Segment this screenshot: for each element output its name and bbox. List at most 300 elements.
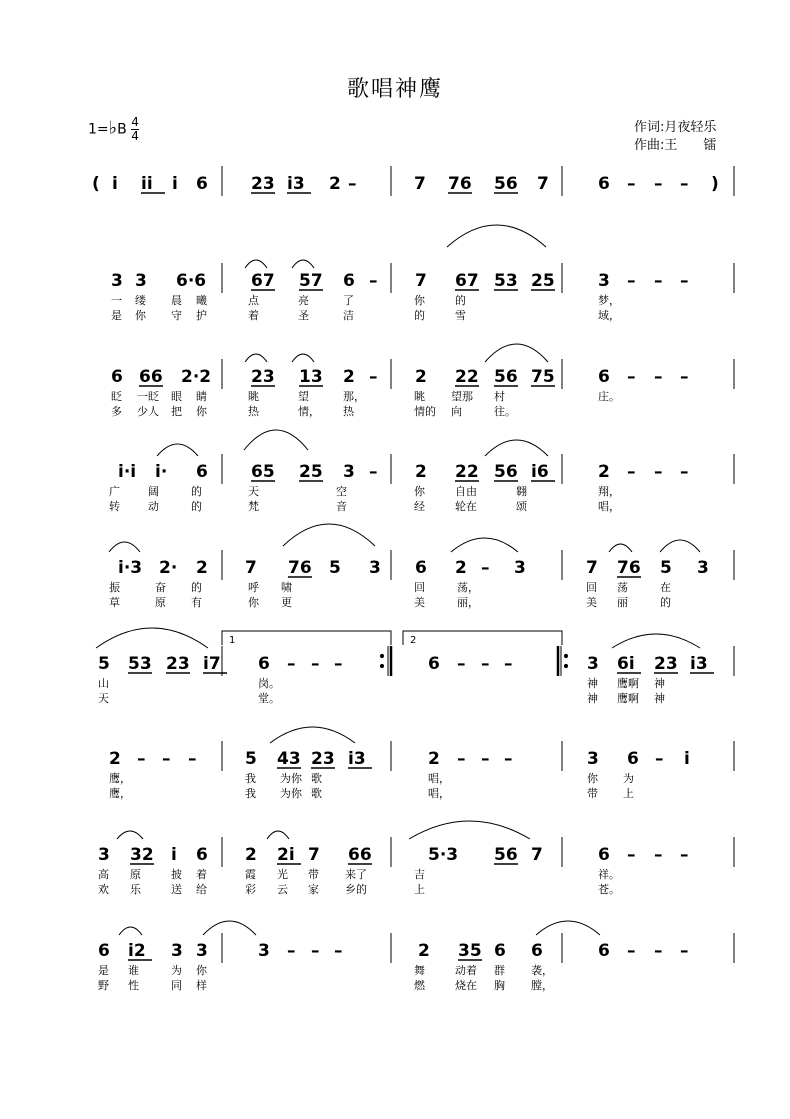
note: 6 xyxy=(196,462,208,482)
lyric-verse2: 欢 xyxy=(98,883,109,896)
lyric-verse2: 音 xyxy=(336,500,347,513)
lyric-verse2: 胸 xyxy=(494,979,505,992)
lyric-verse1: 你 xyxy=(414,294,425,307)
lyric-verse2: 鹰啊 xyxy=(617,692,639,705)
note: 5 xyxy=(98,654,110,674)
lyric-verse2: 为你 xyxy=(280,787,302,800)
lyric-verse1: 梦， xyxy=(598,294,620,307)
note: 3 xyxy=(258,941,270,961)
lyric-verse1: 荡 xyxy=(617,581,628,594)
lyric-verse2: 洁 xyxy=(343,309,354,322)
slur-arc xyxy=(485,440,548,456)
note: 6 xyxy=(196,845,208,865)
note: – xyxy=(334,941,343,961)
lyric-verse2: 有 xyxy=(191,596,202,609)
note: 3 xyxy=(343,462,355,482)
note: 5 xyxy=(245,749,257,769)
note: – xyxy=(311,941,320,961)
lyric-verse2: 野 xyxy=(98,979,109,992)
note: – xyxy=(457,749,466,769)
lyric-verse2: 热 xyxy=(248,405,259,418)
lyric-verse1: 眺 xyxy=(248,390,259,403)
lyric-verse2: 样 xyxy=(196,979,207,992)
lyric-verse1: 神 xyxy=(587,677,598,690)
slur-arc xyxy=(447,225,546,247)
slur-arc xyxy=(117,831,143,839)
lyric-verse2: 着 xyxy=(248,309,259,322)
note: – xyxy=(369,271,378,291)
lyric-verse1: 来了 xyxy=(345,868,367,881)
lyric-verse1: 你 xyxy=(587,772,598,785)
lyric-verse1: 振 xyxy=(109,581,120,594)
lyric-verse2: 燃 xyxy=(414,979,425,992)
lyric-verse2: 同 xyxy=(171,979,182,992)
note: i·i xyxy=(118,462,137,482)
note: 3 xyxy=(587,749,599,769)
lyric-verse2: 唱， xyxy=(598,500,620,513)
note: – xyxy=(481,654,490,674)
note: 7 xyxy=(245,558,257,578)
lyric-verse2: 雪 xyxy=(455,309,466,322)
lyric-verse1: 披 xyxy=(171,868,182,881)
slur-arc xyxy=(283,524,375,546)
slur-arc xyxy=(292,354,314,362)
lyric-verse2: 多 xyxy=(111,405,122,418)
note: 2· xyxy=(159,558,178,578)
note: 6 xyxy=(196,174,208,194)
lyric-verse1: 奋 xyxy=(155,581,166,594)
lyric-verse2: 把 xyxy=(171,405,182,418)
lyric-verse1: 村 xyxy=(494,390,505,403)
note: 3 xyxy=(196,941,208,961)
note: 22 xyxy=(455,462,479,482)
lyric-verse2: 乡的 xyxy=(345,883,367,896)
note: – xyxy=(481,749,490,769)
note: – xyxy=(311,654,320,674)
lyric-verse1: 是 xyxy=(98,964,109,977)
note: 2 xyxy=(109,749,121,769)
note: 23 xyxy=(654,654,678,674)
lyric-verse1: 曦 xyxy=(196,294,207,307)
slur-arc xyxy=(267,831,289,839)
note: – xyxy=(287,941,296,961)
note: – xyxy=(680,462,689,482)
note: – xyxy=(627,462,636,482)
lyric-verse1: 亮 xyxy=(298,294,309,307)
repeat-dot xyxy=(380,654,383,657)
note: 23 xyxy=(166,654,190,674)
lyric-verse1: 霞 xyxy=(245,868,256,881)
lyric-verse2: 的 xyxy=(414,309,425,322)
lyric-verse2: 歌 xyxy=(311,787,322,800)
note: – xyxy=(348,174,357,194)
note: i xyxy=(172,174,178,194)
note: 6 xyxy=(415,558,427,578)
lyric-verse2: 丽 xyxy=(617,596,628,609)
lyric-verse1: 空 xyxy=(336,485,347,498)
slur-arc xyxy=(245,354,267,362)
note: 43 xyxy=(277,749,301,769)
note: 75 xyxy=(531,367,555,387)
slur-arc xyxy=(244,430,308,450)
lyric-verse2: 性 xyxy=(128,979,139,992)
note: 7 xyxy=(414,174,426,194)
lyric-verse1: 原 xyxy=(130,868,141,881)
note: 7 xyxy=(308,845,320,865)
lyric-verse2: 往。 xyxy=(494,405,516,418)
lyric-verse2: 云 xyxy=(277,883,288,896)
lyric-verse1: 的 xyxy=(191,581,202,594)
note: – xyxy=(680,367,689,387)
lyric-verse2: 动 xyxy=(148,500,159,513)
note: i2 xyxy=(128,941,146,961)
note: – xyxy=(627,367,636,387)
lyric-verse1: 回 xyxy=(586,581,597,594)
lyric-verse1: 翱 xyxy=(516,485,527,498)
note: 6 xyxy=(598,845,610,865)
note: 2 xyxy=(418,941,430,961)
time-top: 4 xyxy=(131,115,139,129)
note: – xyxy=(680,271,689,291)
lyric-verse1: 袭， xyxy=(531,964,553,977)
lyric-verse1: 翔， xyxy=(598,485,620,498)
note: 3 xyxy=(697,558,709,578)
lyric-verse2: 膛， xyxy=(531,979,553,992)
lyric-verse1: 天 xyxy=(248,485,259,498)
lyric-verse2: 家 xyxy=(308,883,319,896)
slur-arc xyxy=(660,540,700,552)
note: 5 xyxy=(660,558,672,578)
repeat-dot xyxy=(380,664,383,667)
lyric-verse2: 少人 xyxy=(137,405,159,418)
note: – xyxy=(481,558,490,578)
slur-arc xyxy=(270,727,355,743)
note: 56 xyxy=(494,367,518,387)
lyric-verse2: 美 xyxy=(586,596,597,609)
lyric-verse2: 域， xyxy=(598,309,620,322)
lyric-verse2: 向 xyxy=(451,405,462,418)
note: i· xyxy=(155,462,168,482)
second-ending-number: 2 xyxy=(410,635,417,646)
lyric-verse2: 是 xyxy=(111,309,122,322)
lyric-verse2: 你 xyxy=(196,405,207,418)
lyric-verse2: 神 xyxy=(587,692,598,705)
note: 6·6 xyxy=(176,271,207,291)
note: 3 xyxy=(135,271,147,291)
lyric-verse1: 在 xyxy=(660,581,671,594)
note: 6 xyxy=(258,654,270,674)
note: i3 xyxy=(690,654,708,674)
lyric-verse2: 天 xyxy=(98,692,109,705)
note: i6 xyxy=(531,462,549,482)
note: 13 xyxy=(299,367,323,387)
note: 76 xyxy=(617,558,641,578)
note: 35 xyxy=(458,941,482,961)
lyric-verse2: 苍。 xyxy=(598,883,620,896)
note: 2 xyxy=(343,367,355,387)
lyric-verse2: 丽， xyxy=(457,596,479,609)
note: 66 xyxy=(139,367,163,387)
note: – xyxy=(369,367,378,387)
lyric-verse2: 上 xyxy=(414,883,425,896)
lyric-verse2: 乐 xyxy=(130,883,141,896)
note: 6 xyxy=(428,654,440,674)
lyric-verse2: 堂。 xyxy=(258,692,280,705)
note: – xyxy=(627,845,636,865)
note: 2i xyxy=(277,845,295,865)
slur-arc xyxy=(109,542,140,552)
lyric-verse1: 那， xyxy=(343,390,365,403)
lyric-verse1: 啸 xyxy=(281,581,292,594)
note: 32 xyxy=(130,845,154,865)
note: 2 xyxy=(428,749,440,769)
note: 23 xyxy=(251,367,275,387)
lyric-verse1: 你 xyxy=(196,964,207,977)
note: 6 xyxy=(98,941,110,961)
note: – xyxy=(654,367,663,387)
note: 6 xyxy=(598,174,610,194)
note: 3 xyxy=(111,271,123,291)
note: – xyxy=(680,845,689,865)
lyric-verse1: 动着 xyxy=(455,964,477,977)
note: 6 xyxy=(343,271,355,291)
lyric-verse1: 荡， xyxy=(457,581,479,594)
note: ii xyxy=(141,174,153,194)
note: 67 xyxy=(455,271,479,291)
lyric-verse1: 的 xyxy=(455,294,466,307)
note: i xyxy=(112,174,118,194)
note: 3 xyxy=(587,654,599,674)
note: – xyxy=(680,941,689,961)
note: – xyxy=(680,174,689,194)
lyric-verse1: 自由 xyxy=(455,485,477,498)
note: 3 xyxy=(98,845,110,865)
lyric-verse2: 我 xyxy=(245,787,256,800)
note: – xyxy=(654,845,663,865)
note: ( xyxy=(92,174,100,194)
note: – xyxy=(654,462,663,482)
note: – xyxy=(287,654,296,674)
lyric-verse2: 给 xyxy=(196,883,207,896)
note: i7 xyxy=(203,654,221,674)
lyric-verse1: 望 xyxy=(298,390,309,403)
lyric-verse2: 神 xyxy=(654,692,665,705)
lyric-verse2: 转 xyxy=(109,500,120,513)
lyric-verse2: 上 xyxy=(623,787,634,800)
lyric-verse2: 圣 xyxy=(298,309,309,322)
note: 2 xyxy=(415,462,427,482)
note: 6 xyxy=(111,367,123,387)
lyric-verse1: 着 xyxy=(196,868,207,881)
lyric-verse1: 为 xyxy=(171,964,182,977)
note: 65 xyxy=(251,462,275,482)
note: 2 xyxy=(329,174,341,194)
lyric-verse1: 高 xyxy=(98,868,109,881)
lyric-verse2: 守 xyxy=(171,309,182,322)
note: – xyxy=(162,749,171,769)
lyric-verse1: 山 xyxy=(98,677,109,690)
note: i3 xyxy=(348,749,366,769)
lyric-verse1: 神 xyxy=(654,677,665,690)
composer-credit: 作曲:王 镭 xyxy=(634,138,717,153)
slur-arc xyxy=(536,921,600,935)
note: i xyxy=(171,845,177,865)
song-title: 歌唱神鹰 xyxy=(346,77,443,102)
lyric-verse1: 鹰， xyxy=(109,772,131,785)
note: 3 xyxy=(369,558,381,578)
lyric-verse2: 的 xyxy=(191,500,202,513)
lyric-verse2: 你 xyxy=(135,309,146,322)
lyric-verse1: 阔 xyxy=(148,485,159,498)
lyric-verse1: 一眨 xyxy=(137,390,159,403)
note: 56 xyxy=(494,462,518,482)
note: 6i xyxy=(617,654,635,674)
lyric-verse1: 点 xyxy=(248,294,259,307)
note: – xyxy=(654,941,663,961)
note: i xyxy=(684,749,690,769)
lyric-verse1: 回 xyxy=(414,581,425,594)
note: 7 xyxy=(531,845,543,865)
lyric-verse1: 晨 xyxy=(171,294,182,307)
note: 2 xyxy=(196,558,208,578)
slur-arc xyxy=(119,927,142,935)
note: – xyxy=(654,271,663,291)
slur-arc xyxy=(609,544,632,552)
lyric-verse1: 谁 xyxy=(128,964,139,977)
lyric-verse2: 热 xyxy=(343,405,354,418)
lyric-verse2: 草 xyxy=(109,596,120,609)
lyric-verse1: 为你 xyxy=(280,772,302,785)
note: 76 xyxy=(288,558,312,578)
note: 6 xyxy=(598,941,610,961)
note: – xyxy=(457,654,466,674)
lyric-verse1: 了 xyxy=(343,294,354,307)
lyric-verse1: 睛 xyxy=(196,390,207,403)
lyric-verse1: 眨 xyxy=(111,390,122,403)
lyric-verse2: 你 xyxy=(248,596,259,609)
lyric-verse1: 你 xyxy=(414,485,425,498)
lyric-verse2: 颂 xyxy=(516,500,527,513)
lyric-verse2: 带 xyxy=(587,787,598,800)
repeat-dot xyxy=(564,654,567,657)
volta-brackets xyxy=(222,631,562,645)
note: 57 xyxy=(299,271,323,291)
note: 53 xyxy=(494,271,518,291)
lyric-verse1: 为 xyxy=(623,772,634,785)
note: 66 xyxy=(348,845,372,865)
note: 2 xyxy=(598,462,610,482)
lyric-verse2: 的 xyxy=(660,596,671,609)
note: 25 xyxy=(531,271,555,291)
slur-arc xyxy=(409,821,530,839)
lyric-verse1: 广 xyxy=(109,485,120,498)
lyric-verse1: 呼 xyxy=(248,581,259,594)
lyric-verse2: 烧在 xyxy=(455,979,477,992)
lyric-verse1: 一 xyxy=(111,294,122,307)
lyric-verse2: 护 xyxy=(196,309,207,322)
note: 67 xyxy=(251,271,275,291)
slur-arc xyxy=(157,444,198,456)
lyric-verse1: 缕 xyxy=(135,294,146,307)
note: 6 xyxy=(627,749,639,769)
note: – xyxy=(334,654,343,674)
flat-sign: ♭ xyxy=(108,117,118,139)
lyric-verse1: 庄。 xyxy=(598,390,620,403)
note: 5·3 xyxy=(428,845,459,865)
note: 22 xyxy=(455,367,479,387)
lyric-verse1: 群 xyxy=(494,964,505,977)
lyric-verse2: 情， xyxy=(298,405,320,418)
lyric-verse1: 带 xyxy=(308,868,319,881)
first-ending-number: 1 xyxy=(229,635,236,646)
note: i3 xyxy=(287,174,305,194)
slur-arc xyxy=(451,538,518,552)
slur-arc xyxy=(485,344,548,362)
note: – xyxy=(504,654,513,674)
lyric-verse1: 鹰啊 xyxy=(617,677,639,690)
note: 7 xyxy=(537,174,549,194)
note: – xyxy=(137,749,146,769)
note: 2 xyxy=(245,845,257,865)
lyric-verse2: 轮在 xyxy=(455,500,477,513)
slur-arc xyxy=(203,921,256,935)
lyric-verse1: 眼 xyxy=(171,390,182,403)
slur-arc xyxy=(245,260,267,268)
note: – xyxy=(655,749,664,769)
lyric-verse2: 经 xyxy=(414,500,425,513)
note: 2 xyxy=(415,367,427,387)
note: 7 xyxy=(415,271,427,291)
lyric-verse1: 眺 xyxy=(414,390,425,403)
lyric-verse1: 望那 xyxy=(451,390,473,403)
note: 3 xyxy=(598,271,610,291)
note: 25 xyxy=(299,462,323,482)
lyric-verse2: 原 xyxy=(155,596,166,609)
time-bottom: 4 xyxy=(131,129,139,143)
lyric-verse2: 鹰， xyxy=(109,787,131,800)
lyric-verse1: 唱， xyxy=(428,772,450,785)
note: 76 xyxy=(448,174,472,194)
lyric-verse1: 岗。 xyxy=(258,677,280,690)
lyric-verse2: 美 xyxy=(414,596,425,609)
key-tonic: B xyxy=(117,121,127,138)
note: – xyxy=(627,271,636,291)
note: ) xyxy=(711,174,719,194)
lyric-verse2: 唱， xyxy=(428,787,450,800)
note: 6 xyxy=(531,941,543,961)
lyric-verse1: 舞 xyxy=(414,964,425,977)
note: 6 xyxy=(598,367,610,387)
repeat-dot xyxy=(564,664,567,667)
note: 2·2 xyxy=(181,367,212,387)
note: – xyxy=(504,749,513,769)
note: – xyxy=(654,174,663,194)
lyric-verse2: 彩 xyxy=(245,883,256,896)
note: 53 xyxy=(128,654,152,674)
note: 23 xyxy=(311,749,335,769)
lyric-verse1: 光 xyxy=(277,868,288,881)
note: – xyxy=(369,462,378,482)
note: 7 xyxy=(586,558,598,578)
lyric-verse2: 送 xyxy=(171,883,182,896)
slur-arc xyxy=(96,628,208,648)
note: 3 xyxy=(171,941,183,961)
note: 56 xyxy=(494,845,518,865)
lyric-verse1: 祥。 xyxy=(598,868,620,881)
lyric-verse1: 我 xyxy=(245,772,256,785)
note: 23 xyxy=(251,174,275,194)
note: 56 xyxy=(494,174,518,194)
